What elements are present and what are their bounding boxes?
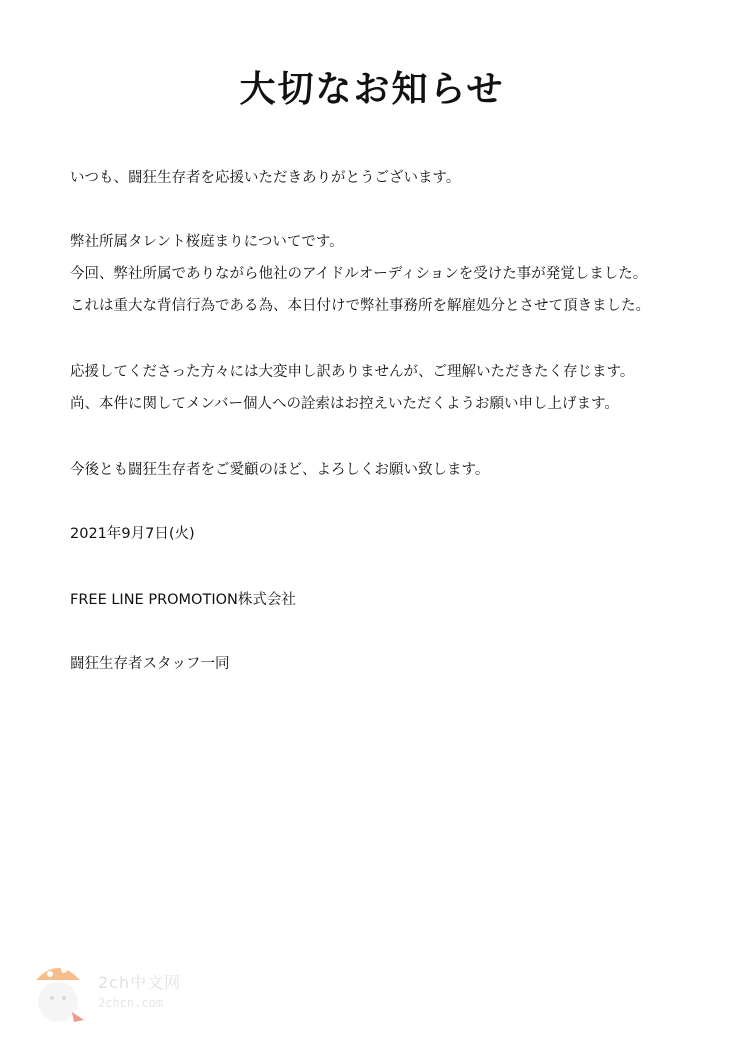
company-name: FREE LINE PROMOTION株式会社 [70, 592, 296, 608]
notice-title: 大切なお知らせ [239, 69, 505, 110]
date-text: 2021年9月7日(火) [70, 526, 195, 542]
staff-signature: 闘狂生存者スタッフ一同 [70, 656, 230, 672]
body-line: 応援してくださった方々には大変申し訳ありませんが、ご理解いただきたく存じます。 [70, 364, 635, 380]
body-line: 弊社所属タレント桜庭まりについてです。 [70, 234, 344, 250]
closing-text: 今後とも闘狂生存者をご愛顧のほど、よろしくお願い致します。 [70, 462, 490, 478]
greeting-text: いつも、闘狂生存者を応援いただきありがとうございます。 [70, 170, 461, 186]
site-watermark [28, 958, 228, 1028]
mascot-icon [28, 958, 92, 1026]
watermark-site-url: 2chcn.com [98, 996, 164, 1010]
watermark-site-name: 2ch中文网 [98, 973, 182, 992]
body-line: 今回、弊社所属でありながら他社のアイドルオーディションを受けた事が発覚しました。 [70, 266, 648, 282]
body-line: これは重大な背信行為である為、本日付けで弊社事務所を解雇処分とさせて頂きました。 [70, 298, 650, 314]
body-line: 尚、本件に関してメンバー個人への詮索はお控えいただくようお願い申し上げます。 [70, 396, 619, 412]
